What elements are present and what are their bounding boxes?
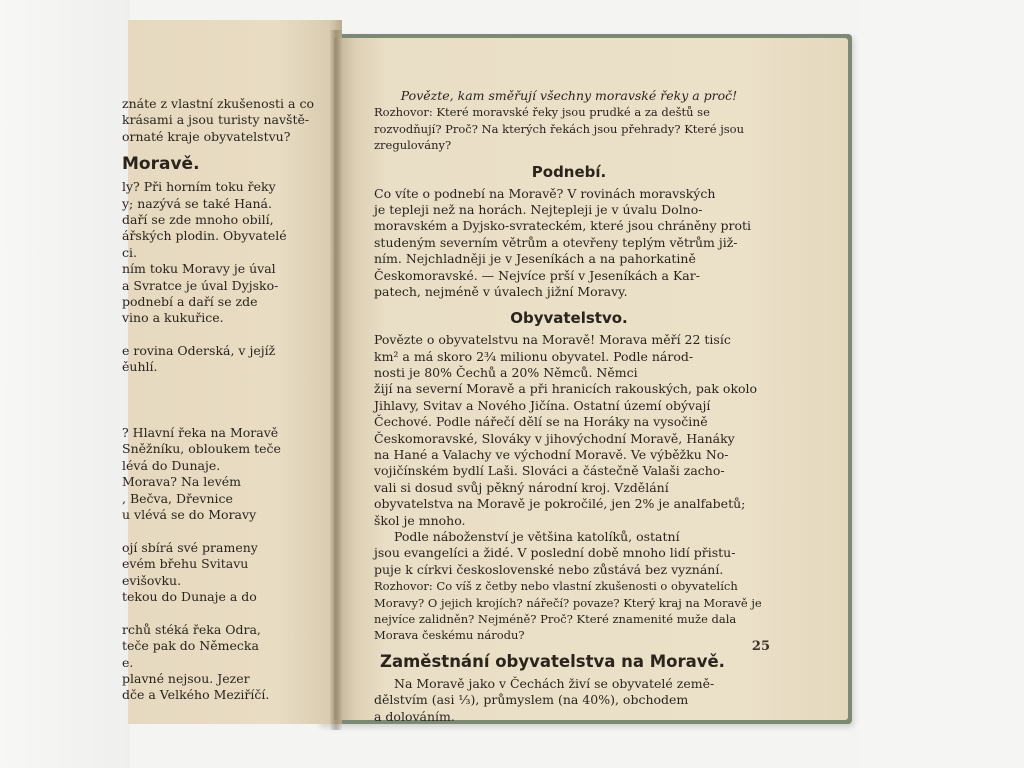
body-line: Podle náboženství je většina katolíků, ostatní [394,528,680,544]
left-line: ? Hlavní řeka na Moravě [122,425,279,441]
body-line: moravském a Dyjsko-svrateckém, které jsou chráněny proti [374,218,752,234]
right-page-text [374,88,764,725]
left-page [122,20,342,724]
intro-line: rozvodňují? Proč? Na kterých řekách jsou přehrady? Které jsou [374,121,744,136]
body-line: a dolováním. [374,708,455,724]
left-line: ojí sbírá své prameny [122,539,258,555]
body-line: Českomoravské, Slováky v jihovýchodní Moravě, Hanáky [374,430,735,446]
left-line [122,409,342,425]
left-line: teče pak do Německa [122,638,259,654]
left-line: ornaté kraje obyvatelstvu? [122,128,291,144]
body-line: na Hané a Valachy ve východní Moravě. Ve výběžku No- [374,447,729,463]
left-line: plavné nejsou. Jezer [122,670,250,686]
page-number: 25 [751,639,770,654]
left-line: vino a kukuřice. [122,310,224,326]
body-line: ním. Nejchladněji je v Jeseníkách a na pahorkatině [374,251,696,267]
left-line: tekou do Dunaje a do [122,588,257,604]
body-line: studeným severním větrům a otevřeny teplým větrům již- [374,234,738,250]
left-line: znáte z vlastní zkušenosti a co [122,96,314,111]
left-line: a Svratce je úval Dyjsko- [122,277,279,293]
left-line: evišovku. [122,572,182,588]
book-gutter [330,30,342,730]
heading-obyvatelstvo: Obyvatelstvo. [510,309,628,328]
intro-line: Povězte, kam směřují všechny moravské řeky a proč! [400,88,738,103]
left-heading: Moravě. [122,154,200,175]
left-line [122,376,342,392]
left-line [122,523,342,539]
background-left [0,0,130,768]
left-line: ním toku Moravy je úval [122,261,276,277]
left-line: rchů stéká řeka Odra, [122,621,261,637]
rozhovor-line: Rozhovor: Co víš z četby nebo vlastní zkušenosti o obyvatelích [374,579,738,594]
left-line: e. [122,654,134,670]
left-line: krásami a jsou turisty navště- [122,112,310,128]
body-line: vojičínském bydlí Laši. Slováci a částečně Valaši zacho- [374,463,725,479]
body-line: dělstvím (asi ⅓), průmyslem (na 40%), obchodem [374,692,689,708]
body-line: km² a má skoro 2¾ milionu obyvatel. Podle národ- [374,348,694,364]
left-line: daří se zde mnoho obilí, [122,211,274,227]
intro-line: zregulovány? [374,138,452,153]
heading-zamestnani: Zaměstnání obyvatelstva na Moravě. [380,651,725,671]
body-line: jsou evangelíci a židé. V poslední době mnoho lidí přistu- [374,545,736,561]
body-line: žijí na severní Moravě a při hranicích rakouských, pak okolo [374,381,758,397]
body-line: Povězte o obyvatelstvu na Moravě! Morava měří 22 tisíc [374,332,731,348]
left-line [122,392,342,408]
body-line: Českomoravské. — Nejvíce prší v Jeseníkách a Kar- [374,267,700,283]
body-line: Jihlavy, Svitav a Nového Jičína. Ostatní území obývají [374,397,711,413]
intro-line: Rozhovor: Které moravské řeky jsou prudké a za deštů se [374,105,710,120]
heading-podnebi: Podnebí. [531,162,607,181]
body-line: Co víte o podnebí na Moravě? V rovinách moravských [374,185,716,201]
left-line: evém břehu Svitavu [122,556,249,572]
left-line: lévá do Dunaje. [122,457,221,473]
left-line: Sněžníku, obloukem teče [122,441,281,457]
body-line: puje k církvi československé nebo zůstává bez vyznání. [374,561,724,577]
rozhovor-line: Morava českému národu? [374,628,525,643]
left-line: e rovina Oderská, v jejíž [122,343,276,359]
body-line: škol je mnoho. [374,512,466,528]
body-line: patech, nejméně v úvalech jižní Moravy. [374,283,628,299]
body-line: Čechové. Podle nářečí dělí se na Horáky na vysočině [374,414,708,430]
left-line: ly? Při horním toku řeky [122,179,276,195]
body-line: vali si dosud svůj pěkný národní kroj. Vzdělání [374,479,669,495]
left-line: u vlévá se do Moravy [122,506,257,522]
left-line: , Bečva, Dřevnice [122,490,233,506]
left-line [122,605,342,621]
left-page-text [122,96,342,704]
left-line: Morava? Na levém [122,474,242,490]
rozhovor-line: nejvíce zalidněn? Nejméně? Proč? Které znamenité muže dala [374,611,737,626]
left-line: ěuhlí. [122,359,158,375]
left-line: ci. [122,244,137,260]
left-line: podnebí a daří se zde [122,293,258,309]
right-page [334,38,848,724]
body-line: obyvatelstva na Moravě je pokročilé, jen 2% je analfabetů; [374,496,746,512]
left-line: dče a Velkého Meziříčí. [122,687,270,703]
background-right [860,0,1024,768]
left-line: y; nazývá se také Haná. [122,195,272,211]
body-line: je tepleji než na horách. Nejtepleji je v úvalu Dolno- [374,201,703,217]
left-line [122,327,342,343]
left-line: ářských plodin. Obyvatelé [122,228,287,244]
body-line: nosti je 80% Čechů a 20% Němců. Němci [374,365,638,381]
body-line: Na Moravě jako v Čechách živí se obyvatelé země- [394,675,715,691]
rozhovor-line: Moravy? O jejich krojích? nářečí? povaze? Který kraj na Moravě je [374,595,762,610]
